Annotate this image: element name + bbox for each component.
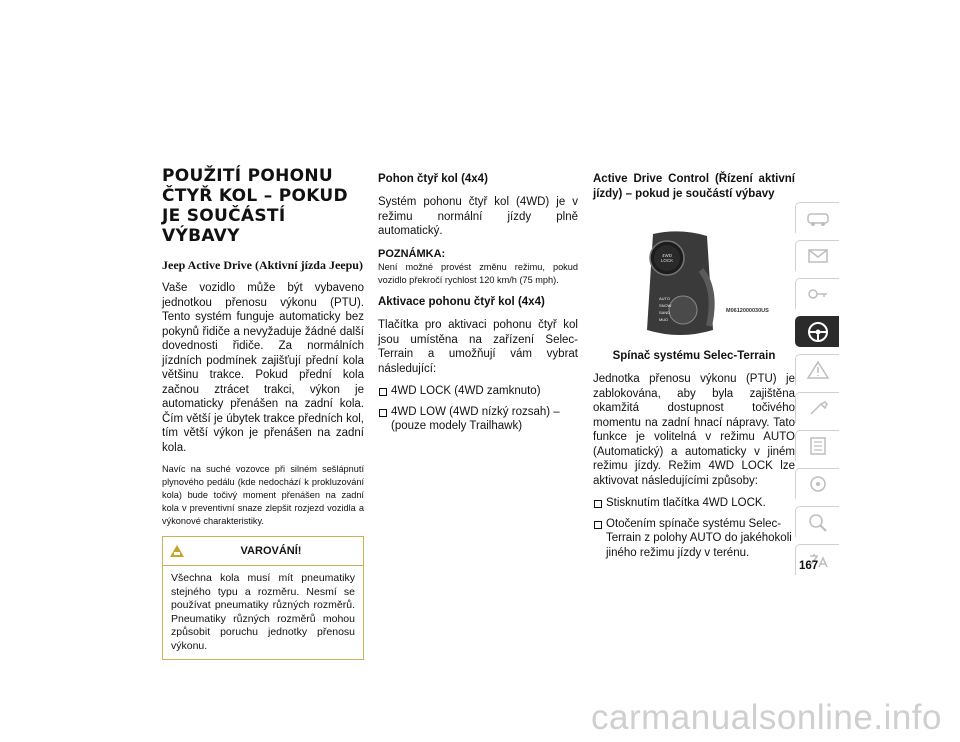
selec-terrain-figure bbox=[643, 230, 717, 340]
button-label-4wd: 4WD bbox=[662, 253, 672, 258]
list-item: 4WD LOW (4WD nízký rozsah) – (pouze modely Trailhawk) bbox=[378, 405, 578, 434]
figure-code: M0612000030US bbox=[726, 308, 769, 314]
knob-label-auto: AUTO bbox=[659, 296, 671, 301]
page-number: 167 bbox=[799, 560, 819, 572]
column-right bbox=[593, 166, 795, 566]
steering-wheel-icon bbox=[805, 320, 831, 344]
tab-service[interactable] bbox=[795, 392, 839, 423]
heading-4x4: Pohon čtyř kol (4x4) bbox=[378, 173, 488, 185]
tab-safety[interactable] bbox=[795, 240, 839, 271]
paragraph-torque: Navíc na suché vozovce při silném sešlápnutí plynového pedálu (kde nedochází k prokluzování kola) bude točivý moment přenášen na zadní kola v preventivní snaze zlepšit rozjezd vozidla a výkonové charakteristiky. bbox=[162, 464, 364, 526]
column-middle bbox=[378, 166, 578, 440]
search-icon bbox=[805, 512, 831, 532]
tab-multimedia[interactable] bbox=[795, 468, 839, 499]
button-label-lock: LOCK bbox=[660, 258, 674, 263]
list-item: Otočením spínače systému Selec-Terrain z polohy AUTO do jakéhokoli jiného režimu jízdy v terénu. bbox=[593, 517, 795, 561]
paragraph-4wd: Systém pohonu čtyř kol (4WD) je v režimu normální jízdy plně automatický. bbox=[378, 196, 578, 237]
heading-active-drive-control: Active Drive Control (Řízení aktivní jízdy) – pokud je součástí výbavy bbox=[593, 173, 795, 200]
list-item: 4WD LOCK (4WD zamknuto) bbox=[378, 384, 578, 399]
knob-label-mud: MUD bbox=[659, 317, 669, 322]
tab-driving[interactable] bbox=[795, 316, 839, 347]
specifications-icon bbox=[805, 436, 831, 456]
bullet-list-modes bbox=[378, 384, 578, 434]
watermark: carmanualsonline.info bbox=[591, 698, 942, 737]
tab-dashboard[interactable] bbox=[795, 202, 839, 233]
tab-emergency[interactable] bbox=[795, 354, 839, 385]
bullet-list-activation bbox=[593, 496, 795, 560]
safety-envelope-icon bbox=[805, 246, 831, 266]
warning-car-icon bbox=[805, 360, 831, 380]
dashboard-car-icon bbox=[805, 208, 831, 228]
warning-text: Všechna kola musí mít pneumatiky stejného typu a rozměru. Nesmí se používat pneumatiky různých rozměrů. Pneumatiky různých rozměrů mohou způsobit poruchu jednotky přenosu výkonu. bbox=[171, 572, 355, 652]
section-title: POUŽITÍ POHONU ČTYŘ KOL – POKUD JE SOUČÁSTÍ VÝBAVY bbox=[162, 166, 348, 246]
paragraph-ptu: Vaše vozidlo může být vybaveno jednotkou přenosu výkonu (PTU). Tento systém funguje automaticky bez pokynů řidiče a nevyžaduje žádné další dovednosti řidiče. Za normálních jízdních podmínek zajišťují přední kola většinu trakce. Pokud přední kola začnou ztrácet trakci, výkon je automaticky přenášen na zadní kola. Čím větší je úbytek trakce předních kol, tím větší výkon je přenášen na zadní kola. bbox=[162, 282, 364, 454]
heading-activation: Aktivace pohonu čtyř kol (4x4) bbox=[378, 296, 545, 308]
tab-starting[interactable] bbox=[795, 278, 839, 309]
paragraph-ptu-lock: Jednotka přenosu výkonu (PTU) je zablokována, aby byla zajištěna okamžitá dostupnost točivého momentu na zadní hnací nápravy. Tato funkce je volitelná v režimu AUTO (Automatický) a automaticky v jiném režimu jízdy. Režim 4WD LOCK lze aktivovat následujícími způsoby: bbox=[593, 373, 795, 487]
figure-caption: Spínač systému Selec-Terrain bbox=[612, 350, 776, 362]
tab-index[interactable] bbox=[795, 506, 839, 537]
tab-specifications[interactable] bbox=[795, 430, 839, 461]
selec-terrain-switch-image bbox=[643, 230, 717, 340]
column-left bbox=[162, 166, 364, 660]
warning-car-icon bbox=[169, 544, 185, 558]
chapter-tabs bbox=[795, 202, 839, 582]
multimedia-icon bbox=[805, 474, 831, 494]
knob-label-snow: SNOW bbox=[659, 303, 672, 308]
section-subtitle: Jeep Active Drive (Aktivní jízda Jeepu) bbox=[162, 258, 363, 272]
key-car-icon bbox=[805, 284, 831, 304]
knob-label-sand: SAND bbox=[659, 310, 671, 315]
warning-title: VAROVÁNÍ! bbox=[240, 545, 302, 557]
warning-box bbox=[162, 536, 364, 660]
warning-header bbox=[163, 537, 363, 566]
note-label: POZNÁMKA: bbox=[378, 247, 446, 260]
service-car-icon bbox=[805, 398, 831, 418]
paragraph-buttons: Tlačítka pro aktivaci pohonu čtyř kol jsou umístěna na zařízení Selec-Terrain a umožňují vám vybrat následující: bbox=[378, 319, 578, 375]
note-text: Není možné provést změnu režimu, pokud vozidlo překročí rychlost 120 km/h (75 mph). bbox=[378, 262, 578, 285]
list-item: Stisknutím tlačítka 4WD LOCK. bbox=[593, 496, 795, 511]
